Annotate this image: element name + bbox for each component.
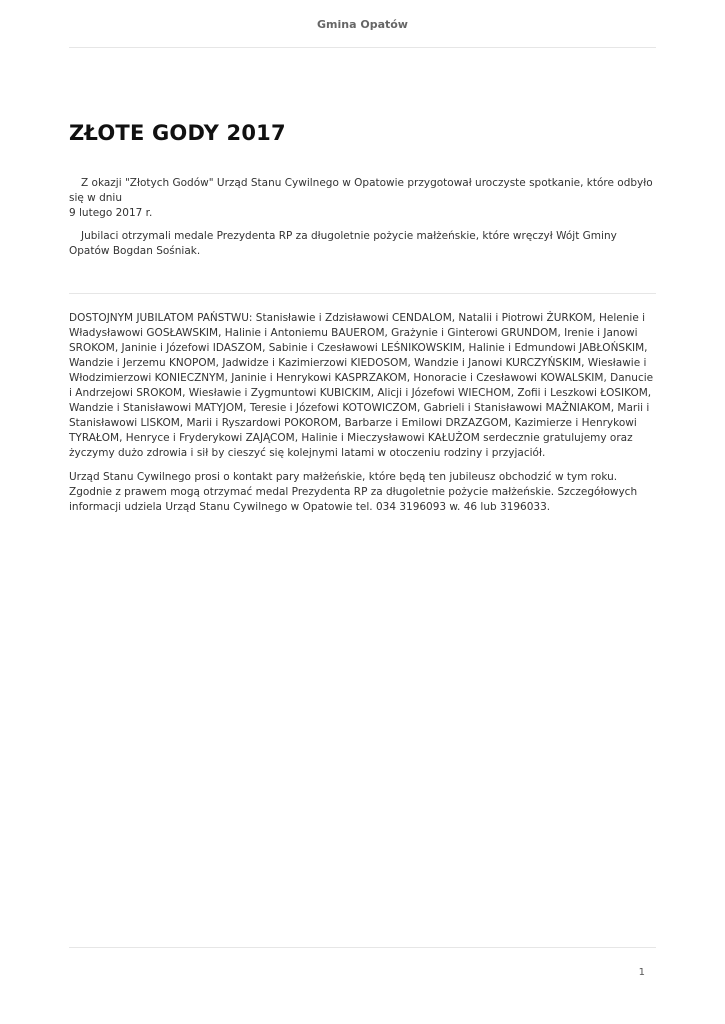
site-name: Gmina Opatów (317, 18, 408, 31)
footer-divider (69, 947, 656, 948)
intro-paragraph (69, 176, 659, 221)
page-title: ZŁOTE GODY 2017 (69, 121, 286, 145)
contact-paragraph: Urząd Stanu Cywilnego prosi o kontakt pary małżeńskie, które będą ten jubileusz obchodzić w tym roku. Zgodnie z prawem mogą otrzymać medal Prezydenta RP za długoletnie pożycie małżeńskie. Szczegółowych informacji udziela Urząd Stanu Cywilnego w Opatowie tel. 034 3196093 w. 46 lub 3196033. (69, 471, 638, 513)
jubilees-paragraph: DOSTOJNYM JUBILATOM PAŃSTWU: Stanisławie i Zdzisławowi CENDALOM, Natalii i Piotrowi ŻURKOM, Helenie i Władysławowi GOSŁAWSKIM, Halinie i Antoniemu BAUEROM, Grażynie i Ginterowi GRUNDOM, Irenie i Janowi SROKOM, Janinie i Józefowi IDASZOM, Sabinie i Czesławowi LEŚNIKOWSKIM, Halinie i Edmundowi JABŁOŃSKIM, Wandzie i Jerzemu KNOPOM, Jadwidze i Kazimierzowi KIEDOSOM, Wandzie i Janowi KURCZYŃSKIM, Wiesławie i Włodzimierzowi KONIECZNYM, Janinie i Henrykowi KASPRZAKOM, Honoracie i Czesławowi KOWALSKIM, Danucie i Andrzejowi SROKOM, Wiesławie i Zygmuntowi KUBICKIM, Alicji i Józefowi WIECHOM, Zofii i Leszkowi ŁOSIKOM, Wandzie i Stanisławowi MATYJOM, Teresie i Józefowi KOTOWICZOM, Gabrieli i Stanisławowi MAŻNIAKOM, Marii i Stanisławowi LISKOM, Marii i Ryszardowi POKOROM, Barbarze i Emilowi DRZAZGOM, Kazimierze i Henrykowi TYRAŁOM, Henryce i Fryderykowi ZAJĄCOM, Halinie i Mieczysławowi KAŁUŻOM serdecznie gratulujemy oraz życzymy dużo zdrowia i sił by cieszyć się kolejnymi latami w otoczeniu rodziny i przyjaciół. (69, 312, 654, 459)
header-divider (69, 47, 656, 48)
medals-paragraph: Jubilaci otrzymali medale Prezydenta RP za długoletnie pożycie małżeńskie, które wręczył Wójt Gminy Opatów Bogdan Sośniak. (69, 230, 617, 257)
intro-date: 9 lutego 2017 r. (69, 207, 153, 219)
content-divider (69, 293, 656, 294)
intro-line-1: Z okazji "Złotych Godów" Urząd Stanu Cywilnego w Opatowie przygotował uroczyste spotkanie, które odbyło się w dniu (69, 177, 653, 204)
article-body (69, 311, 659, 515)
page-number: 1 (638, 967, 645, 978)
article-intro (69, 176, 659, 259)
